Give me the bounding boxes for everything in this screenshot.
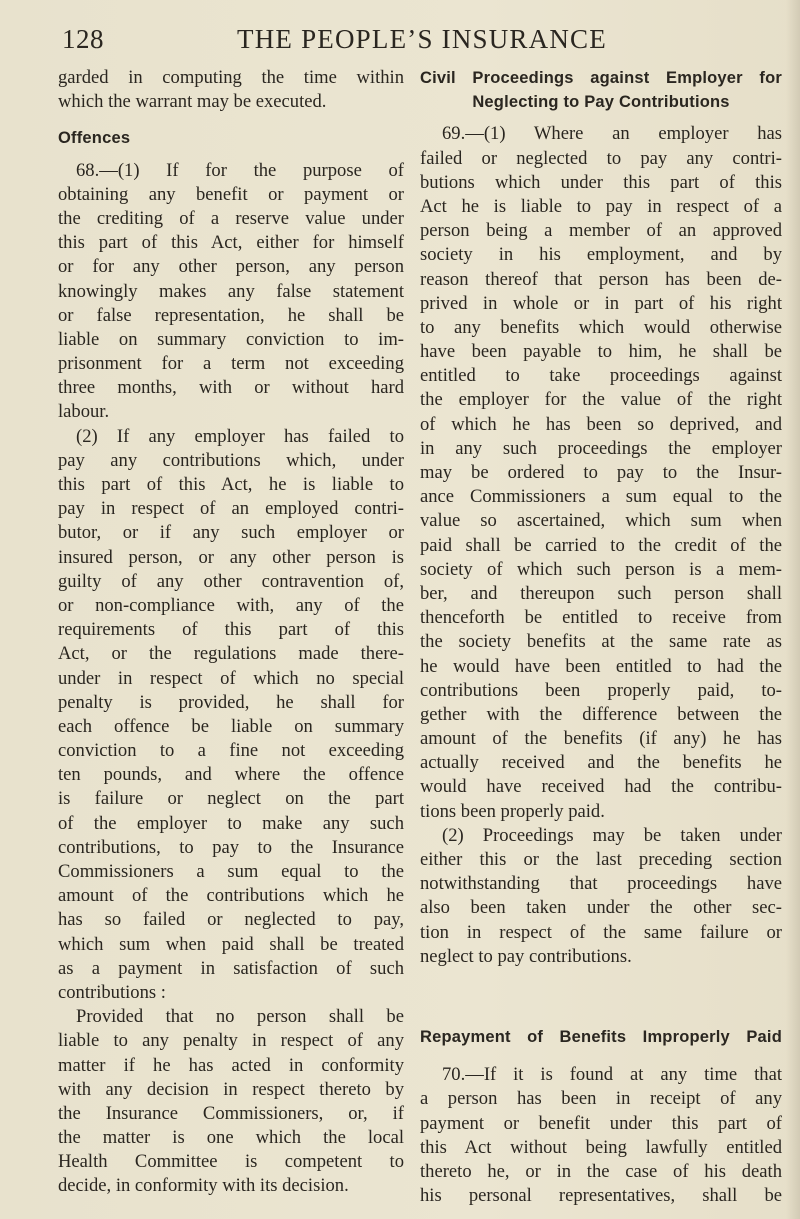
text-line: amount of the contributions which he xyxy=(58,885,404,907)
text-line: matter if he has acted in conformity xyxy=(58,1054,404,1076)
text-line: liable on summary conviction to im- xyxy=(58,328,404,350)
text-line: the crediting of a reserve value under xyxy=(58,207,404,229)
text-line: has so failed or neglected to pay, xyxy=(58,909,404,931)
left-column xyxy=(58,66,404,1199)
heading-civil-proceedings: Civil Proceedings against Employer for xyxy=(420,69,782,87)
text-line: contributions been properly paid, to- xyxy=(420,679,782,701)
heading-repayment-of-benefits: Repayment of Benefits Improperly Paid xyxy=(420,1027,782,1046)
text-line: person being a member of an approved xyxy=(420,220,782,242)
text-line: neglect to pay contributions. xyxy=(420,945,632,967)
text-line: under in respect of which no special xyxy=(58,667,404,689)
text-line: this Act without being lawfully entitled xyxy=(420,1136,782,1158)
text-line: the Insurance Commissioners, or, if xyxy=(58,1102,404,1124)
text-line: 69.—(1) Where an employer has xyxy=(442,123,782,145)
text-line: or for any other person, any person xyxy=(58,256,404,278)
text-line: the employer for the value of the right xyxy=(420,389,782,411)
text-line: gether with the difference between the xyxy=(420,703,782,725)
text-line: or non-compliance with, any of the xyxy=(58,594,404,616)
text-line: would have received had the contribu- xyxy=(420,776,782,798)
proviso-paragraph xyxy=(58,1005,404,1199)
text-line: 68.—(1) If for the purpose of xyxy=(76,159,404,181)
text-line: thereto he, or in the case of his death xyxy=(420,1160,782,1182)
text-line: payment or benefit under this part of xyxy=(420,1112,782,1134)
text-line: also been taken under the other sec- xyxy=(420,897,782,919)
text-line: butor, or if any such employer or xyxy=(58,522,404,544)
heading-offences: Offences xyxy=(58,129,131,148)
text-line: butions which under this part of this xyxy=(420,171,782,193)
running-head-title: THE PEOPLE’S INSURANCE xyxy=(237,24,607,54)
text-line: either this or the last preceding section xyxy=(420,849,782,870)
section-68-paragraph-1 xyxy=(58,159,404,425)
text-line: pay any contributions which, under xyxy=(58,449,404,471)
text-line: of the employer to make any such xyxy=(58,812,404,834)
text-line: the society benefits at the same rate as xyxy=(420,631,782,653)
right-column xyxy=(420,66,782,1208)
text-line: conviction to a fine not exceeding xyxy=(58,740,404,762)
text-line: pay in respect of an employed contri- xyxy=(58,498,404,520)
text-line: 70.—If it is found at any time that xyxy=(442,1064,782,1086)
text-line: garded in computing the time within xyxy=(58,67,404,88)
text-line: to any benefits which would otherwise xyxy=(420,316,782,338)
page-number: 128 xyxy=(62,24,104,54)
text-line: (2) If any employer has failed to xyxy=(76,425,404,447)
text-line: penalty is provided, he shall for xyxy=(58,691,404,713)
text-line: each offence be liable on summary xyxy=(58,715,404,737)
text-line: he would have been entitled to had the xyxy=(420,655,782,677)
page-edge-shadow xyxy=(786,0,800,1219)
text-line: a person has been in receipt of any xyxy=(420,1088,782,1110)
text-line: of which he has been so deprived, and xyxy=(420,413,782,435)
text-line: guilty of any other contravention of, xyxy=(58,570,404,592)
text-line: Commissioners a sum equal to the xyxy=(58,861,404,882)
section-70 xyxy=(420,1063,782,1208)
text-line: requirements of this part of this xyxy=(58,619,404,641)
text-line: contributions : xyxy=(58,981,166,1003)
text-line: decide, in conformity with its decision. xyxy=(58,1175,349,1197)
text-line: Act he is liable to pay in respect of a xyxy=(420,195,782,217)
text-line: prived in whole or in part of his right xyxy=(420,292,782,314)
text-line: ber, and thereupon such person shall xyxy=(420,582,782,604)
text-line: is failure or neglect on the part xyxy=(58,788,404,810)
page-header xyxy=(62,24,782,58)
text-line: may be ordered to pay to the Insur- xyxy=(420,462,782,483)
text-line: value so ascertained, which sum when xyxy=(420,510,782,532)
text-line: (2) Proceedings may be taken under xyxy=(442,824,782,846)
text-line: this part of this Act, either for himself xyxy=(58,232,404,254)
text-line: tions been properly paid. xyxy=(420,800,605,822)
text-line: Health Committee is competent to xyxy=(58,1151,404,1173)
text-line: amount of the benefits (if any) he has xyxy=(420,728,782,750)
text-line: notwithstanding that proceedings have xyxy=(420,873,782,895)
text-line: ten pounds, and where the offence xyxy=(58,764,404,786)
text-line: this part of this Act, he is liable to xyxy=(58,474,404,495)
text-line: labour. xyxy=(58,401,110,423)
text-line: or false representation, he shall be xyxy=(58,304,404,326)
text-line: society in his employment, and by xyxy=(420,244,782,266)
text-line: society of which such person is a mem- xyxy=(420,558,782,580)
text-line: obtaining any benefit or payment or xyxy=(58,183,404,205)
text-line: actually received and the benefits he xyxy=(420,752,782,774)
text-line: entitled to take proceedings against xyxy=(420,365,782,387)
text-line: three months, with or without hard xyxy=(58,377,404,399)
text-line: ance Commissioners a sum equal to the xyxy=(420,486,782,508)
text-line: as a payment in satisfaction of such xyxy=(58,957,404,979)
text-line: liable to any penalty in respect of any xyxy=(58,1030,404,1052)
text-line: thenceforth be entitled to receive from xyxy=(420,607,782,629)
text-line: with any decision in respect thereto by xyxy=(58,1078,404,1100)
text-line: which sum when paid shall be treated xyxy=(58,933,404,955)
text-line: the matter is one which the local xyxy=(58,1127,404,1149)
text-line: Act, or the regulations made there- xyxy=(58,643,404,665)
text-line: Provided that no person shall be xyxy=(76,1006,404,1028)
text-line: reason thereof that person has been de- xyxy=(420,268,782,290)
section-69-paragraph-1 xyxy=(420,122,782,823)
text-line: have been payable to him, he shall be xyxy=(420,341,782,363)
text-line: contributions, to pay to the Insurance xyxy=(58,836,404,858)
text-line: paid shall be carried to the credit of the xyxy=(420,534,782,556)
section-68-paragraph-2 xyxy=(58,425,404,1006)
text-line: prisonment for a term not exceeding xyxy=(58,353,404,375)
text-line: failed or neglected to pay any contri- xyxy=(420,147,782,169)
text-line: which the warrant may be executed. xyxy=(58,91,327,113)
text-line: tion in respect of the same failure or xyxy=(420,921,782,943)
text-line: knowingly makes any false statement xyxy=(58,280,404,302)
heading-civil-proceedings-line-2: Neglecting to Pay Contributions xyxy=(472,93,730,112)
section-69-paragraph-2 xyxy=(420,824,782,969)
text-line: in any such proceedings the employer xyxy=(420,437,782,459)
text-line: his personal representatives, shall be xyxy=(420,1185,782,1207)
text-line: insured person, or any other person is xyxy=(58,546,404,568)
